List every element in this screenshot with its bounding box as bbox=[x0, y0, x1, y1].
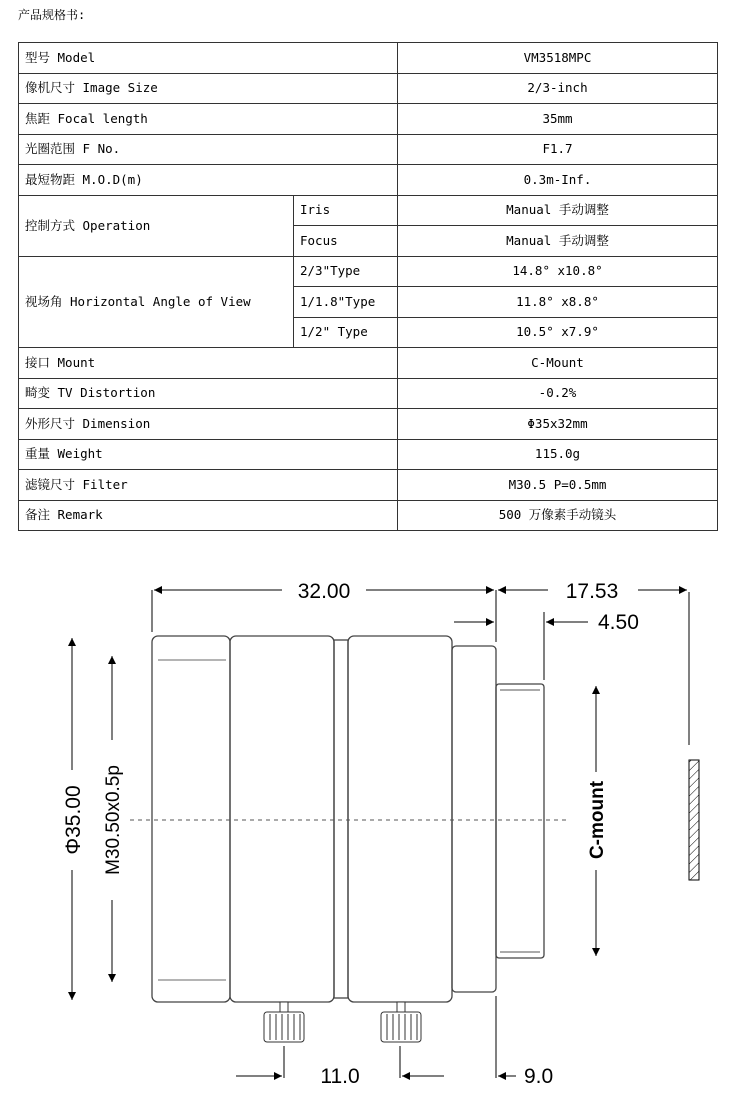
angle-type: 1/2" Type bbox=[294, 317, 398, 348]
table-row bbox=[19, 378, 718, 409]
iris-value: Manual 手动调整 bbox=[398, 195, 718, 226]
table-row bbox=[19, 43, 718, 74]
distortion-value: -0.2% bbox=[398, 378, 718, 409]
table-row bbox=[19, 470, 718, 501]
lens-drawing bbox=[0, 560, 750, 1100]
table-row bbox=[19, 195, 718, 226]
focal-length-value: 35mm bbox=[398, 104, 718, 135]
angle-value: 11.8° x8.8° bbox=[398, 287, 718, 318]
lock-screw bbox=[381, 1002, 421, 1042]
weight-value: 115.0g bbox=[398, 439, 718, 470]
flange-dimension: 4.50 bbox=[598, 611, 639, 634]
filter-label: 滤镜尺寸 Filter bbox=[19, 470, 398, 501]
model-label: 型号 Model bbox=[19, 43, 398, 74]
aperture-label: 光圈范围 F No. bbox=[19, 134, 398, 165]
lock-screw bbox=[264, 1002, 304, 1042]
table-row bbox=[19, 256, 718, 287]
spec-heading: 产品规格书: bbox=[18, 8, 86, 22]
ring-gap bbox=[334, 640, 348, 998]
mount-value: C-Mount bbox=[398, 348, 718, 379]
iris-ring bbox=[348, 636, 452, 1002]
mod-label: 最短物距 M.O.D(m) bbox=[19, 165, 398, 196]
table-row bbox=[19, 104, 718, 135]
model-value: VM3518MPC bbox=[398, 43, 718, 74]
angle-value: 14.8° x10.8° bbox=[398, 256, 718, 287]
iris-label: Iris bbox=[294, 195, 398, 226]
angle-type: 1/1.8"Type bbox=[294, 287, 398, 318]
lens-body bbox=[152, 636, 544, 1002]
image-size-value: 2/3-inch bbox=[398, 73, 718, 104]
table-row bbox=[19, 134, 718, 165]
spec-table bbox=[18, 42, 718, 531]
table-row bbox=[19, 409, 718, 440]
table-row bbox=[19, 165, 718, 196]
filter-thread-dimension: M30.50x0.5p bbox=[103, 765, 124, 875]
filter-value: M30.5 P=0.5mm bbox=[398, 470, 718, 501]
table-row bbox=[19, 500, 718, 531]
focus-ring bbox=[230, 636, 334, 1002]
dimension-value: Φ35x32mm bbox=[398, 409, 718, 440]
aperture-value: F1.7 bbox=[398, 134, 718, 165]
distortion-label: 畸变 TV Distortion bbox=[19, 378, 398, 409]
table-row bbox=[19, 348, 718, 379]
diameter-dimension: Φ35.00 bbox=[62, 785, 85, 855]
ring-offset-2: 9.0 bbox=[524, 1065, 554, 1088]
c-mount-label: C-mount bbox=[587, 780, 608, 860]
image-plane bbox=[689, 592, 699, 880]
front-ring bbox=[152, 636, 230, 1002]
focus-label: Focus bbox=[294, 226, 398, 257]
dimension-label: 外形尺寸 Dimension bbox=[19, 409, 398, 440]
focus-value: Manual 手动调整 bbox=[398, 226, 718, 257]
table-row bbox=[19, 73, 718, 104]
mod-value: 0.3m-Inf. bbox=[398, 165, 718, 196]
rear-barrel bbox=[452, 646, 496, 992]
image-size-label: 像机尺寸 Image Size bbox=[19, 73, 398, 104]
angle-value: 10.5° x7.9° bbox=[398, 317, 718, 348]
angle-type: 2/3"Type bbox=[294, 256, 398, 287]
mount-label: 接口 Mount bbox=[19, 348, 398, 379]
operation-label: 控制方式 Operation bbox=[19, 195, 294, 256]
remark-label: 备注 Remark bbox=[19, 500, 398, 531]
remark-value: 500 万像素手动镜头 bbox=[398, 500, 718, 531]
back-focus-dimension: 17.53 bbox=[565, 580, 619, 603]
angle-label: 视场角 Horizontal Angle of View bbox=[19, 256, 294, 348]
length-dimension: 32.00 bbox=[297, 580, 351, 603]
weight-label: 重量 Weight bbox=[19, 439, 398, 470]
ring-offset-1: 11.0 bbox=[320, 1065, 360, 1088]
table-row bbox=[19, 439, 718, 470]
c-mount-thread bbox=[496, 684, 544, 958]
focal-length-label: 焦距 Focal length bbox=[19, 104, 398, 135]
